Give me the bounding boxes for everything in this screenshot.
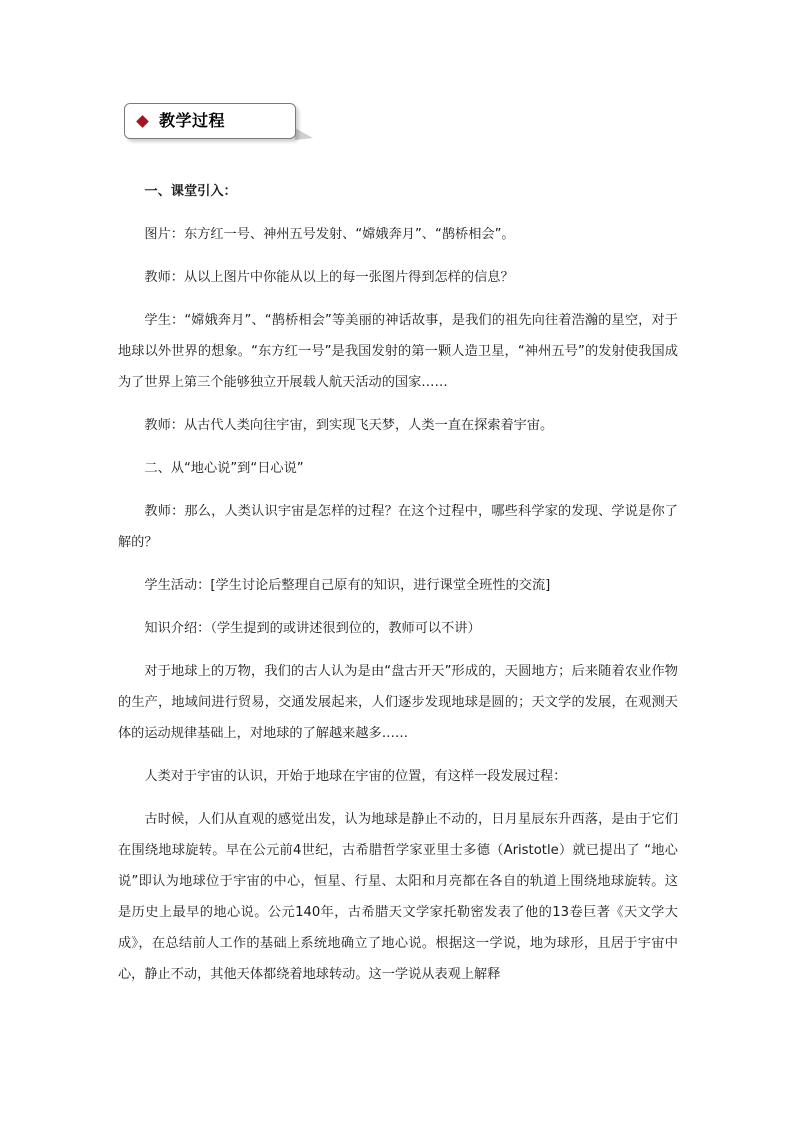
diamond-bullet-icon xyxy=(136,115,149,128)
paragraph-student-answer: 学生：“嫦娥奔月”、“鹊桥相会”等美丽的神话故事，是我们的祖先向往着浩瀚的星空，对于地球以外世界的想象。“东方红一号”是我国发射的第一颗人造卫星，“神州五号”的发射使我国成为了世界上第三个能够独立开展载人航天活动的国家…… xyxy=(118,313,678,390)
paragraph-ancient-beliefs: 对于地球上的万物，我们的古人认为是由“盘古开天”形成的，天圆地方；后来随着农业作物的生产，地域间进行贸易，交通发展起来，人们逐步发现地球是圆的；天文学的发展，在观测天体的运动规律基础上，对地球的了解越来越多…… xyxy=(118,664,678,741)
paragraph-development: 人类对于宇宙的认识，开始于地球在宇宙的位置，有这样一段发展过程： xyxy=(144,769,567,784)
paragraph-teacher-summary: 教师：从古代人类向往宇宙，到实现飞天梦，人类一直在探索着宇宙。 xyxy=(144,418,554,433)
paragraph-student-activity: 学生活动：[学生讨论后整理自己原有的知识，进行课堂全班性的交流] xyxy=(144,578,551,593)
section-header-tail xyxy=(295,128,313,140)
lesson-body xyxy=(118,176,678,1002)
paragraph-teacher-question-2: 教师：那么，人类认识宇宙是怎样的过程？在这个过程中，哪些科学家的发现、学说是你了解的？ xyxy=(118,504,678,550)
heading-geocentric-heliocentric: 二、从“地心说”到“日心说” xyxy=(144,461,304,476)
section-title: 教学过程 xyxy=(159,111,226,130)
paragraph-geocentric-theory: 古时候，人们从直观的感觉出发，认为地球是静止不动的，日月星辰东升西落，是由于它们在围绕地球旋转。早在公元前4世纪，古希腊哲学家亚里士多德（Aristotle）就已提出了 “地心说”即认为地球位于宇宙的中心，恒星、行星、太阳和月亮都在各自的轨道上围绕地球旋转。这是历史上最早的地心说。公元140年，古希腊天文学家托勒密发表了他的13卷巨著《天文学大成》，在总结前人工作的基础上系统地确立了地心说。根据这一学说，地为球形，且居于宇宙中心，静止不动，其他天体都绕着地球转动。这一学说从表观上解释 xyxy=(118,812,678,982)
paragraph-knowledge-intro: 知识介绍：（学生提到的或讲述很到位的，教师可以不讲） xyxy=(144,621,481,636)
section-header xyxy=(124,103,296,139)
paragraph-teacher-question: 教师：从以上图片中你能从以上的每一张图片得到怎样的信息？ xyxy=(144,270,514,285)
paragraph-pictures: 图片：东方红一号、神州五号发射、“嫦娥奔月”、“鹊桥相会”。 xyxy=(144,227,515,242)
heading-intro: 一、课堂引入： xyxy=(144,184,237,199)
